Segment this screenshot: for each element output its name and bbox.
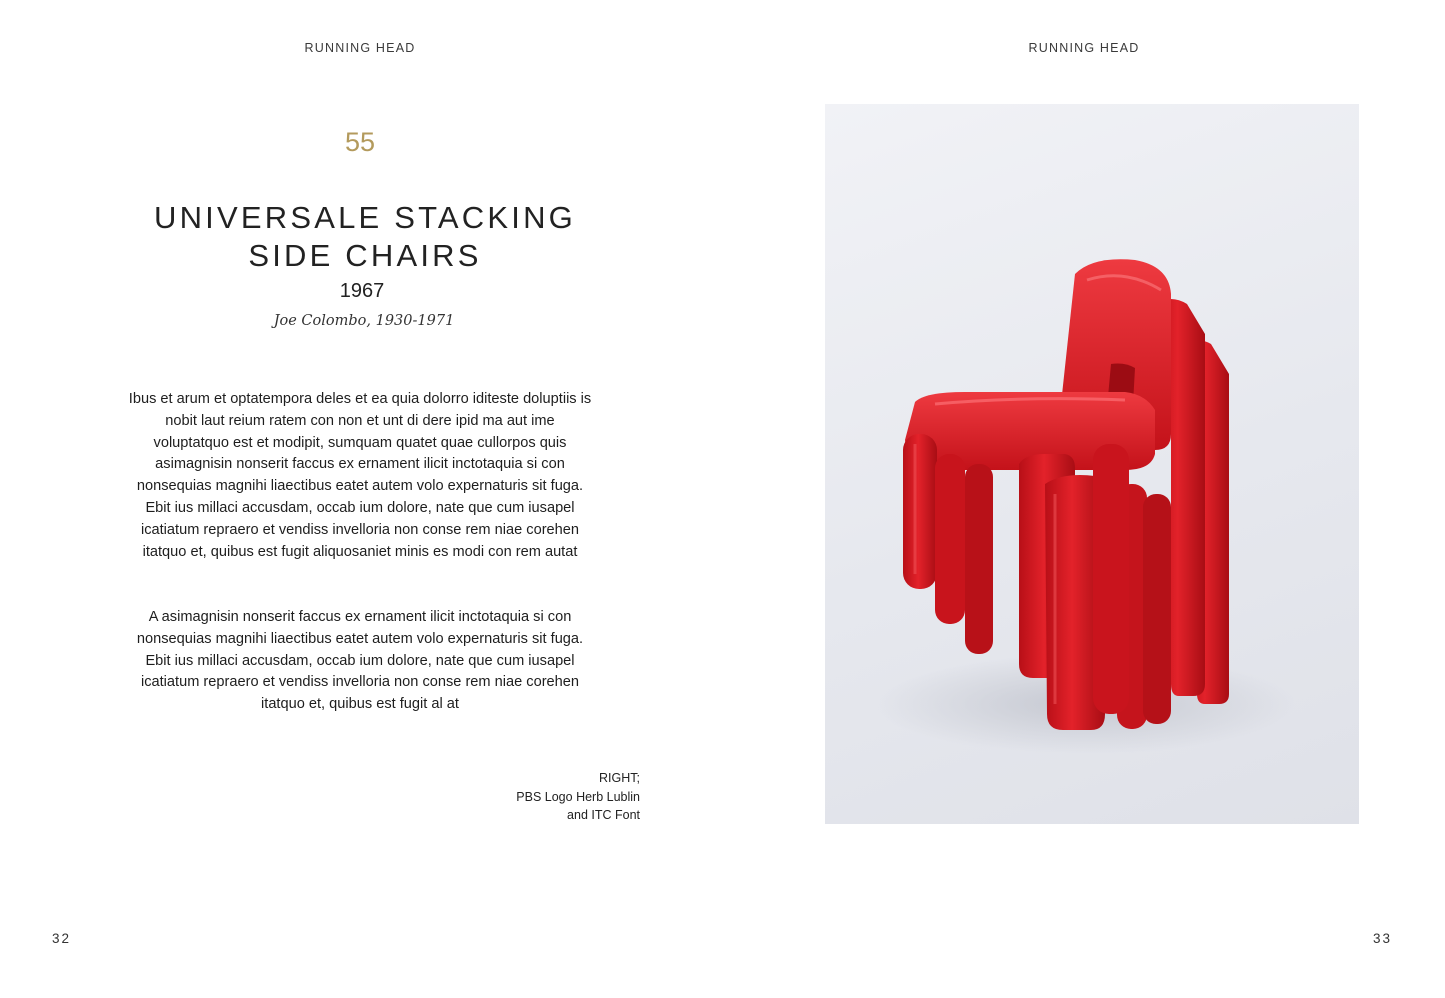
entry-title-line-1: UNIVERSALE STACKING — [154, 200, 576, 235]
body-paragraph-1: Ibus et arum et optatempora deles et ea quia dolorro iditeste doluptiis is nobit laut reium ratem con non et unt di dere ipid ma aut ime voluptatquo est et modipit, sumquam quatet quae cullorpos quis asimagnisin nonserit faccus ex ernament ilicit inctotaquia si con nonsequias magnihi liaectibus eatet autem volo expernaturis sit fuga. Ebit ius millaci accusdam, occab ium dolore, nate que cum iusapel icatiatum repraero et vendiss invelloria non conse rem niae corehen itatquo et, quibus est fugit aliquosaniet minis es modi con rem autat — [128, 391, 592, 560]
entry-number: 55 — [344, 127, 376, 157]
entry-title — [110, 199, 620, 275]
running-head-right: RUNNING HEAD — [1028, 41, 1140, 55]
page-number-right: 33 — [1373, 931, 1393, 946]
running-head-left: RUNNING HEAD — [304, 41, 416, 55]
body-paragraph-2: A asimagnisin nonserit faccus ex ernament ilicit inctotaquia si con nonsequias magnihi liaectibus eatet autem volo expernaturis sit fuga. Ebit ius millaci accusdam, occab ium dolore, nate que cum iusapel icatiatum repraero et vendiss invelloria non conse rem niae corehen itatquo et, quibus est fugit al at — [136, 609, 584, 713]
caption-line-3: and ITC Font — [567, 808, 640, 822]
stacked-red-chairs-illustration — [825, 104, 1359, 824]
entry-designer: Joe Colombo, 1930-1971 — [273, 313, 455, 329]
entry-year: 1967 — [339, 280, 385, 302]
page-number-left: 32 — [52, 931, 72, 946]
entry-title-line-2: SIDE CHAIRS — [248, 238, 482, 273]
caption-line-1: RIGHT; — [599, 771, 640, 785]
caption-line-2: PBS Logo Herb Lublin — [516, 789, 640, 804]
image-caption — [440, 769, 640, 825]
chair-photo — [825, 104, 1359, 824]
